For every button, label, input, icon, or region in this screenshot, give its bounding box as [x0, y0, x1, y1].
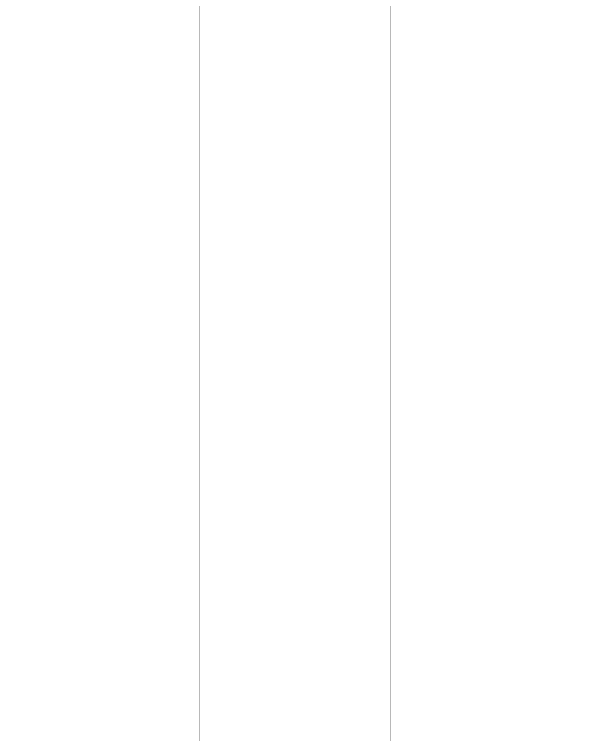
text-column-left: [8, 6, 200, 741]
text-column-right: [391, 6, 582, 741]
text-column-middle: [200, 6, 392, 741]
